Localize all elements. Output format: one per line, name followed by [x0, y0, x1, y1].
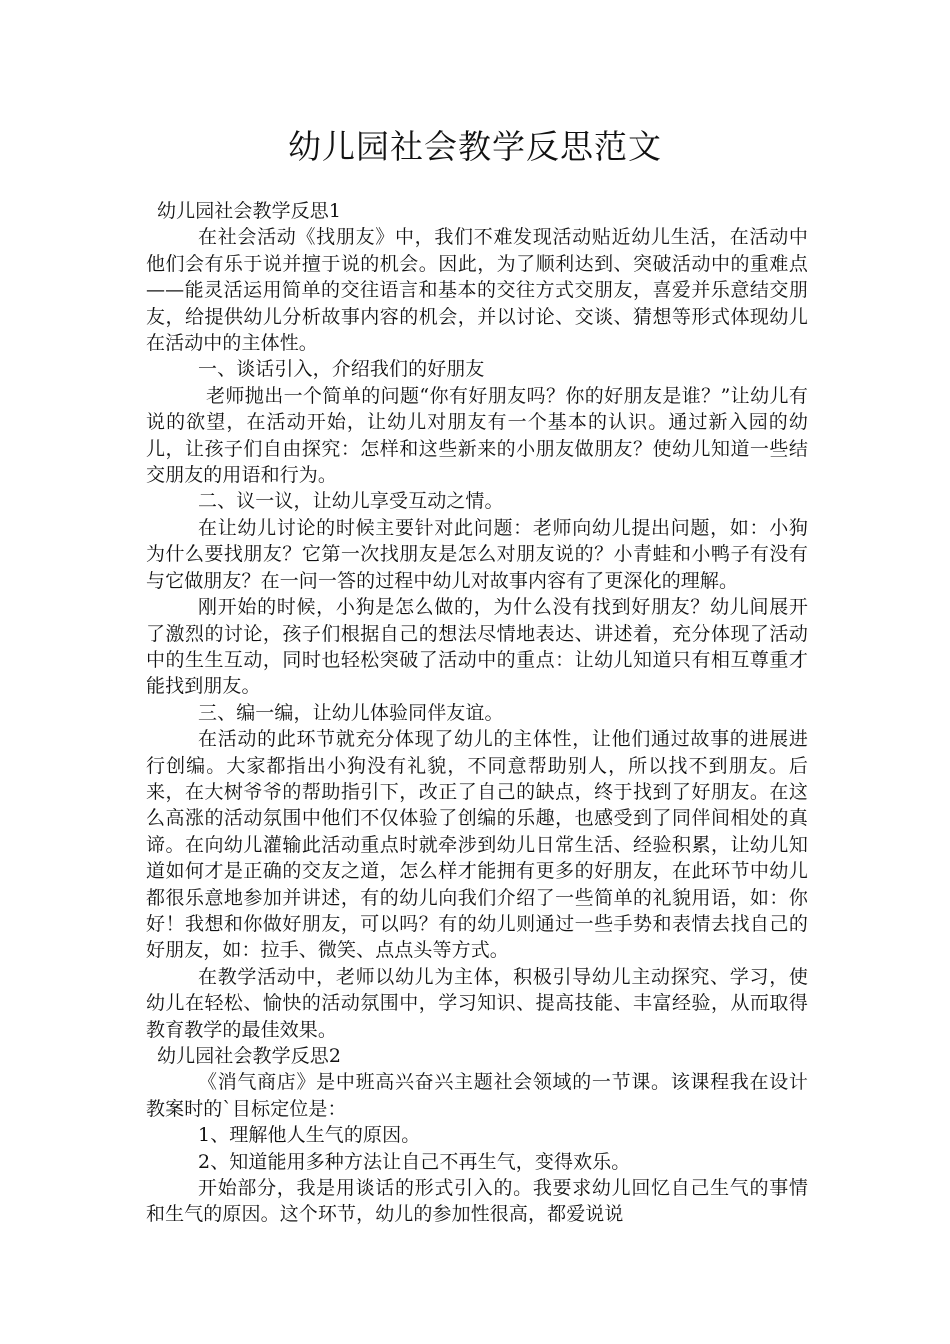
subheading: 一、谈话引入，介绍我们的好朋友 — [198, 358, 485, 381]
paragraph: 老师抛出一个简单的问题“你有好朋友吗？你的好朋友是谁？”让幼儿有说的欲望，在活动开始，让幼儿对朋友有一个基本的认识。通过新入园的幼儿，让孩子们自由探究：怎样和这些新来的小朋友做朋友？使幼儿知道一些结交朋友的用语和行为。 — [146, 384, 808, 487]
list-item: 1、理解他人生气的原因。 — [198, 1124, 421, 1147]
paragraph: 在教学活动中，老师以幼儿为主体，积极引导幼儿主动探究、学习，使幼儿在轻松、愉快的活动氛围中，学习知识、提高技能、丰富经验，从而取得教育教学的最佳效果。 — [146, 965, 808, 1041]
section-heading-2: 幼儿园社会教学反思2 — [157, 1045, 342, 1067]
paragraph: 刚开始的时候，小狗是怎么做的，为什么没有找到好朋友？幼儿间展开了激烈的讨论，孩子们根据自己的想法尽情地表达、讲述着，充分体现了活动中的生生互动，同时也轻松突破了活动中的重点：让幼儿知道只有相互尊重才能找到朋友。 — [146, 596, 808, 698]
paragraph: 开始部分，我是用谈话的形式引入的。我要求幼儿回忆自己生气的事情和生气的原因。这个环节，幼儿的参加性很高，都爱说说 — [146, 1177, 808, 1226]
paragraph: 在让幼儿讨论的时候主要针对此问题：老师向幼儿提出问题，如：小狗为什么要找朋友？它第一次找朋友是怎么对朋友说的？小青蛙和小鸭子有没有与它做朋友？在一问一答的过程中幼儿对故事内容有了更深化的理解。 — [146, 516, 808, 592]
section-heading-1: 幼儿园社会教学反思1 — [157, 200, 342, 222]
list-item: 2、知道能用多种方法让自己不再生气，变得欢乐。 — [198, 1150, 631, 1173]
paragraph: 《消气商店》是中班高兴奋兴主题社会领域的一节课。该课程我在设计教案时的`目标定位是： — [146, 1071, 808, 1120]
document-title: 幼儿园社会教学反思范文 — [288, 127, 662, 166]
paragraph: 在活动的此环节就充分体现了幼儿的主体性，让他们通过故事的进展进行创编。大家都指出小狗没有礼貌，不同意帮助别人，所以找不到朋友。后来，在大树爷爷的帮助指引下，改正了自己的缺点，终于找到了好朋友。在这么高涨的活动氛围中他们不仅体验了创编的乐趣，也感受到了同伴间相处的真谛。在向幼儿灌输此活动重点时就牵涉到幼儿日常生活、经验积累，让幼儿知道如何才是正确的交友之道，怎么样才能拥有更多的好朋友，在此环节中幼儿都很乐意地参加并讲述，有的幼儿向我们介绍了一些简单的礼貌用语，如：你好！我想和你做好朋友，可以吗？有的幼儿则通过一些手势和表情去找自己的好朋友，如：拉手、微笑、点点头等方式。 — [146, 728, 808, 962]
paragraph: 在社会活动《找朋友》中，我们不难发现活动贴近幼儿生活，在活动中他们会有乐于说并擅于说的机会。因此，为了顺利达到、突破活动中的重难点——能灵活运用简单的交往语言和基本的交往方式交朋友，喜爱并乐意结交朋友，给提供幼儿分析故事内容的机会，并以讨论、交谈、猜想等形式体现幼儿在活动中的主体性。 — [146, 226, 808, 355]
subheading: 二、议一议，让幼儿享受互动之情。 — [198, 490, 504, 513]
subheading: 三、编一编，让幼儿体验同伴友谊。 — [198, 701, 504, 724]
document-body — [146, 198, 808, 1228]
